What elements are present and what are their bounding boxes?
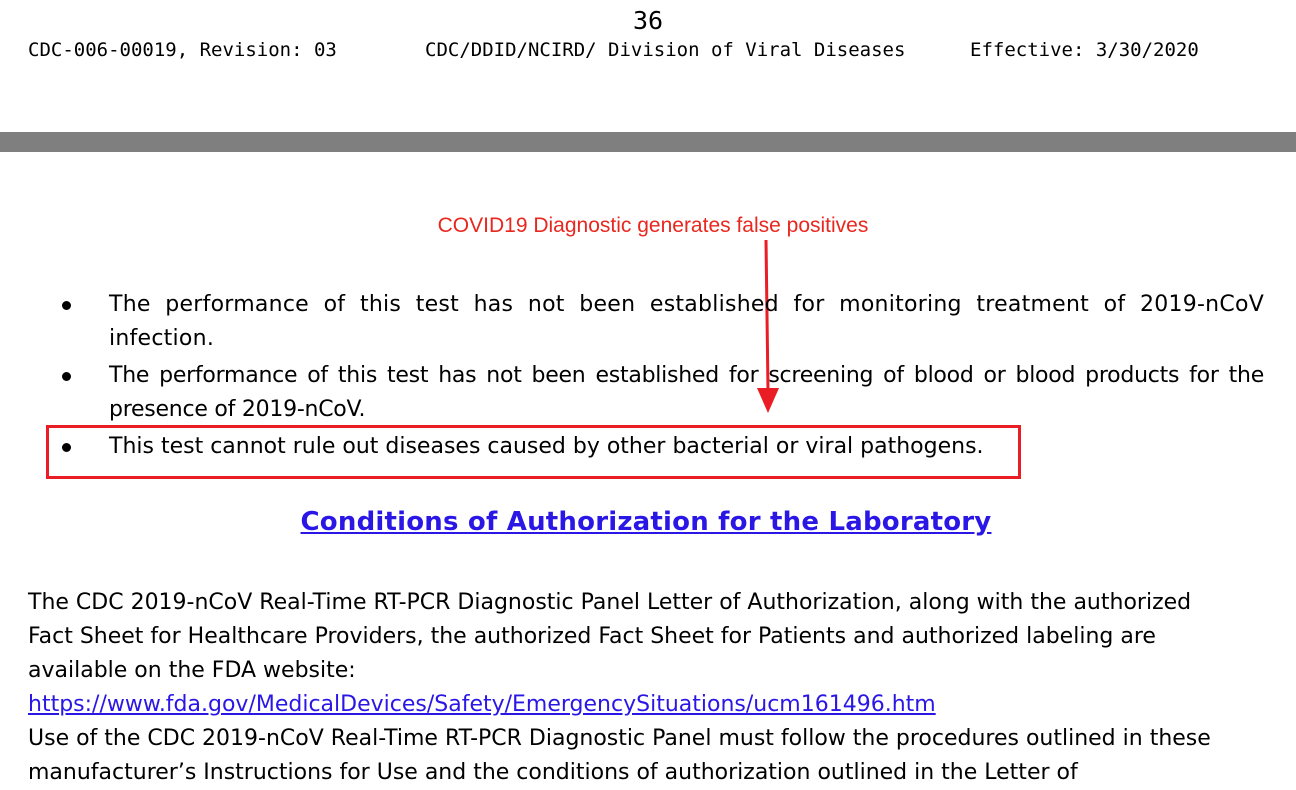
annotation-text: COVID19 Diagnostic generates false positives	[437, 214, 869, 237]
body-line: available on the FDA website:	[28, 658, 356, 683]
fda-website-link[interactable]: https://www.fda.gov/MedicalDevices/Safety/EmergencySituations/ucm161496.htm	[28, 692, 936, 717]
effective-date: Effective: 3/30/2020	[970, 39, 1199, 61]
body-line: manufacturer’s Instructions for Use and the conditions of authorization outlined in the Letter of	[28, 760, 1078, 785]
highlight-box	[46, 425, 1021, 479]
bullet-text: The performance of this test has not been established for screening of blood or blood products for the presence of 2019-nCoV.	[109, 363, 1264, 422]
section-title-link[interactable]: Conditions of Authorization for the Laboratory	[300, 507, 992, 537]
body-line: Fact Sheet for Healthcare Providers, the authorized Fact Sheet for Patients and authorized labeling are	[28, 624, 1156, 649]
body-line: The CDC 2019-nCoV Real-Time RT-PCR Diagnostic Panel Letter of Authorization, along with the authorized	[28, 590, 1192, 615]
bullet-text: This test cannot rule out diseases caused by other bacterial or viral pathogens.	[109, 434, 984, 459]
document-id: CDC-006-00019, Revision: 03	[28, 39, 337, 61]
section-divider-bar	[0, 132, 1296, 152]
bullet-text: The performance of this test has not been established for monitoring treatment of 2019-nCoV infection.	[109, 292, 1264, 351]
page-number: 36	[632, 6, 664, 35]
bullet-icon	[62, 372, 71, 381]
bullet-icon	[62, 301, 71, 310]
division-name: CDC/DDID/NCIRD/ Division of Viral Diseases	[425, 39, 906, 61]
authorization-paragraph	[28, 586, 1278, 790]
body-line: Use of the CDC 2019-nCoV Real-Time RT-PCR Diagnostic Panel must follow the procedures outlined in these	[28, 726, 1211, 751]
list-item	[58, 359, 1264, 427]
list-item	[58, 288, 1264, 356]
